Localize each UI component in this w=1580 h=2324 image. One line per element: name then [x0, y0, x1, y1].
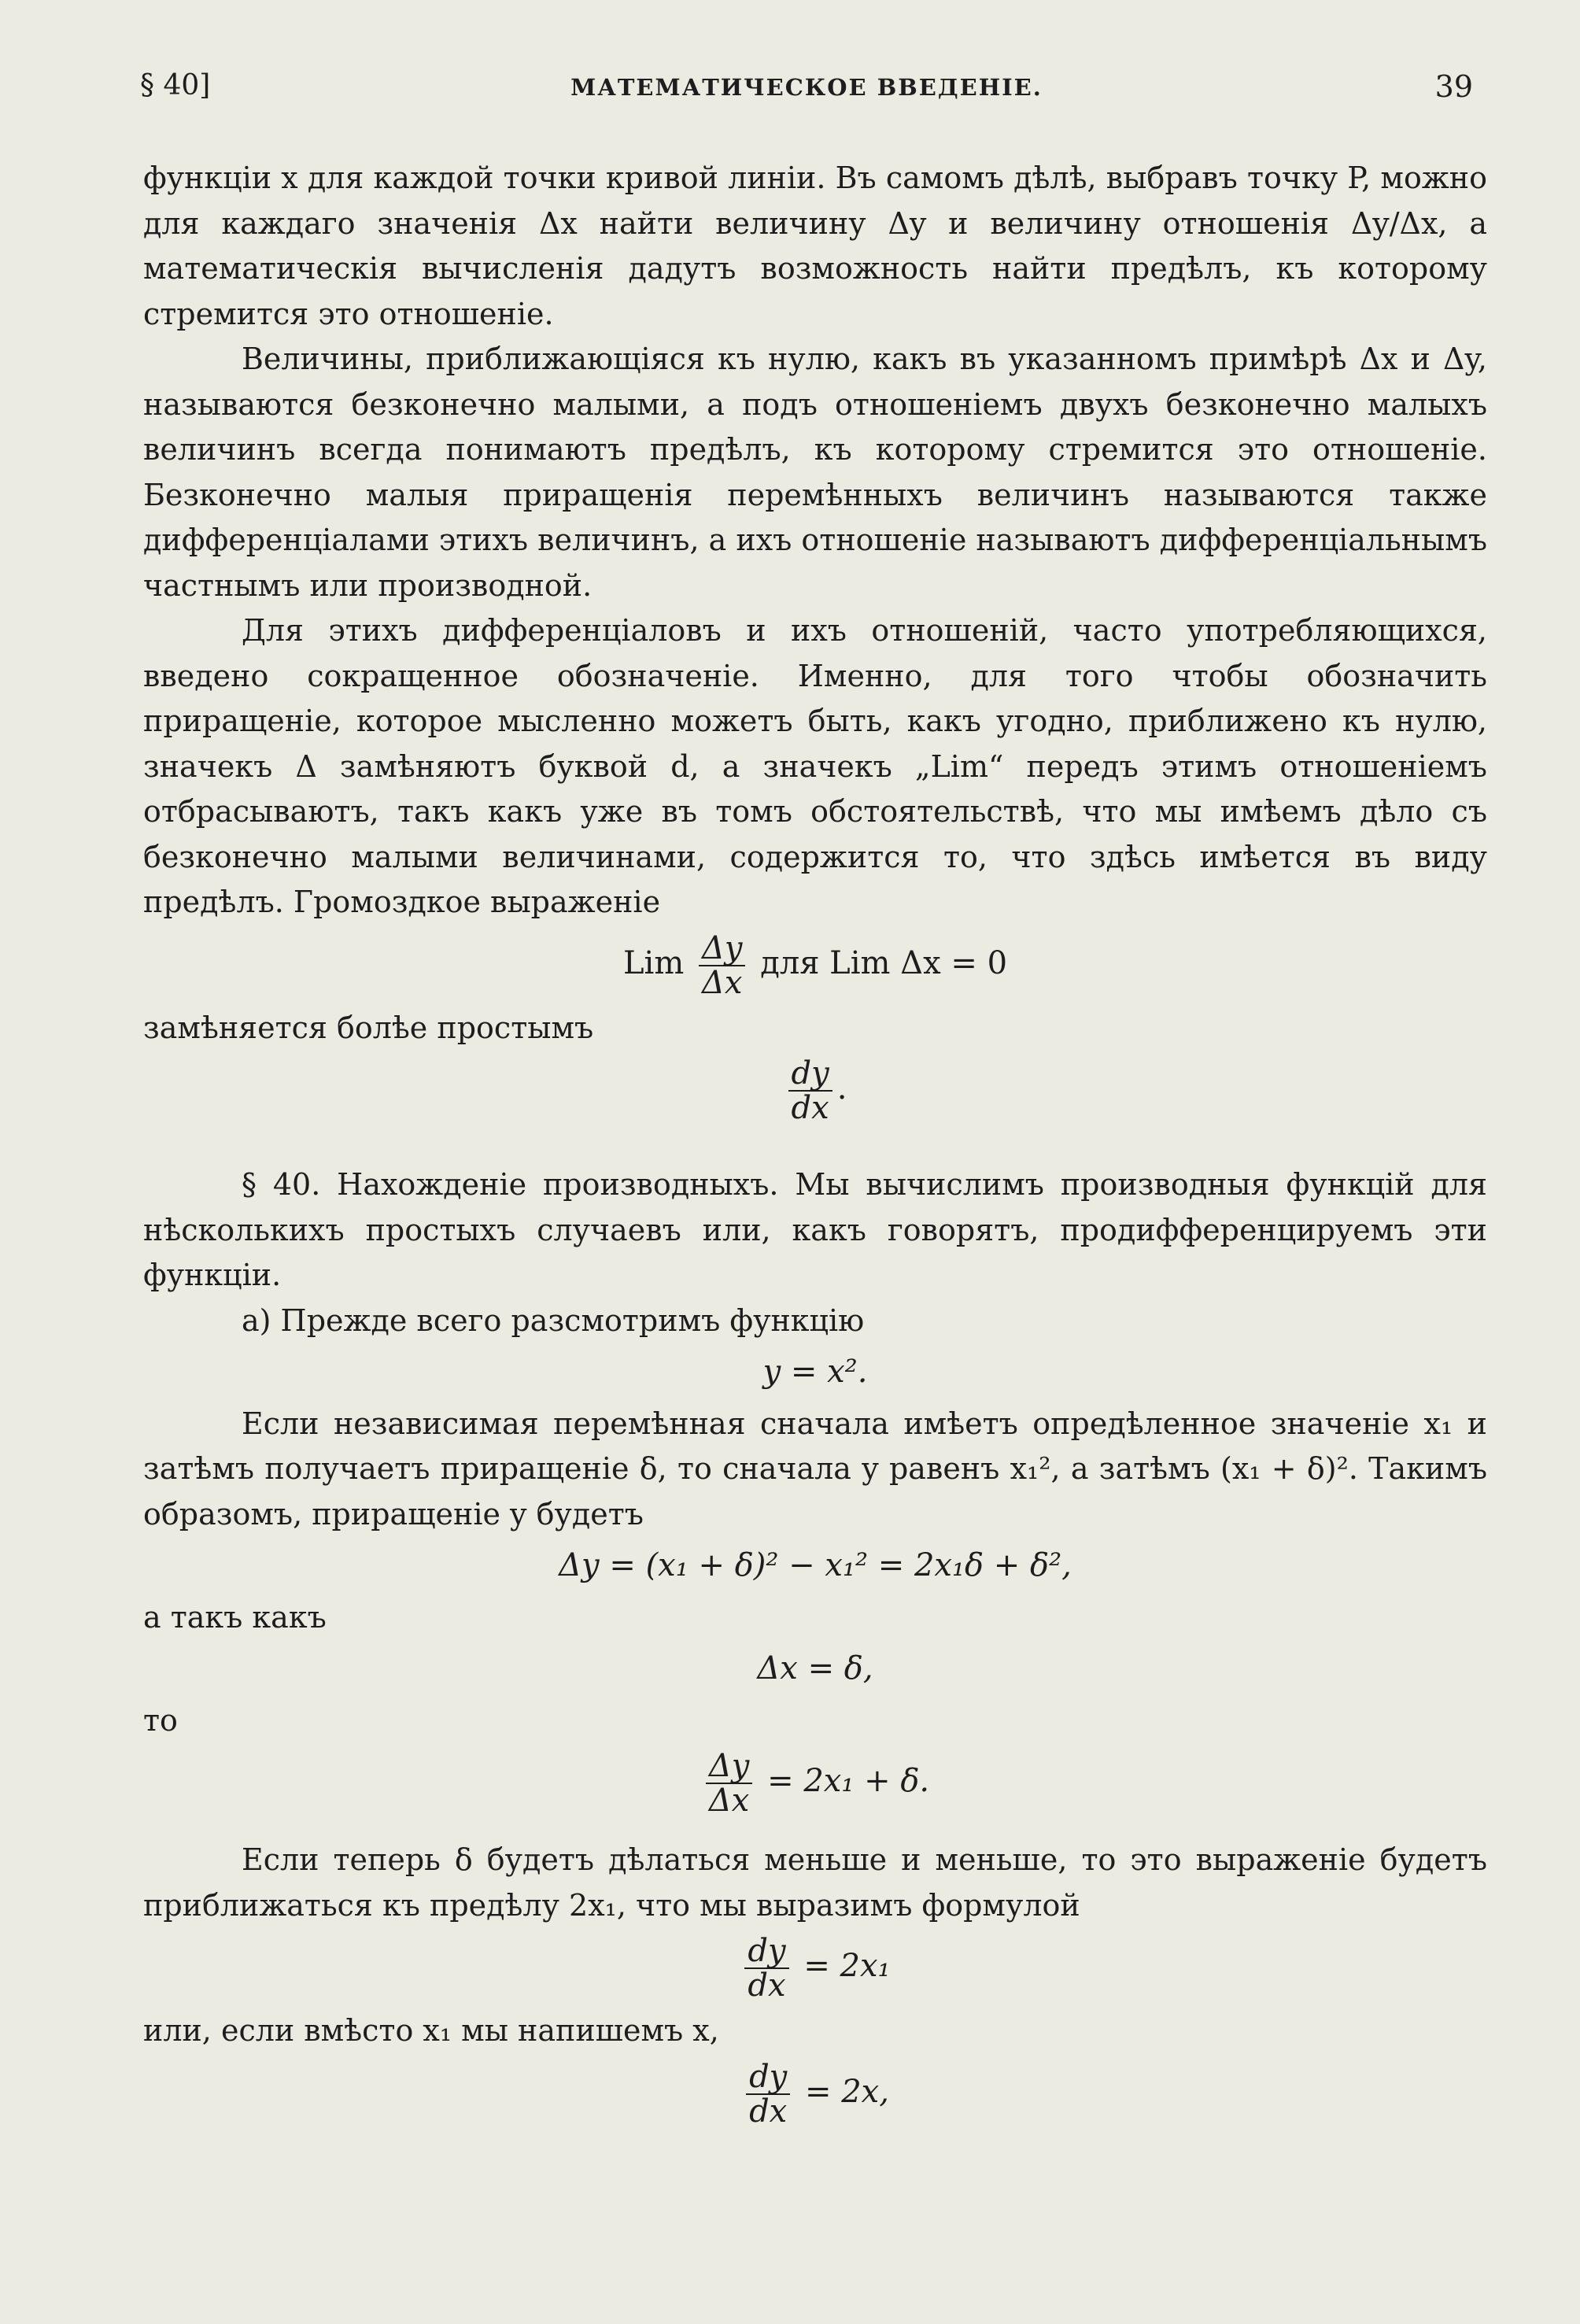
fraction-numerator: Δy	[699, 932, 745, 966]
running-title: МАТЕМАТИЧЕСКОЕ ВВЕДЕНІЕ.	[570, 74, 1043, 101]
section-marker: § 40]	[140, 69, 211, 102]
paragraph-limit: Если теперь δ будетъ дѣлаться меньше и меньше, то это выраженіе будетъ приближаться къ предѣлу 2x₁, что мы выразимъ формулой	[143, 1842, 1487, 1923]
result-2: = 2x,	[804, 2073, 889, 2110]
fraction-numerator: dy	[746, 2060, 790, 2095]
page-number: 39	[1434, 69, 1473, 104]
lim-condition: для Lim Δx = 0	[760, 944, 1008, 981]
delta-y-formula: Δy = (x₁ + δ)² − x₁² = 2x₁δ + δ²,	[559, 1547, 1072, 1583]
limit-equation	[143, 929, 1487, 1001]
fraction-numerator: dy	[788, 1057, 832, 1092]
result-1: = 2x₁	[803, 1948, 891, 1984]
delta-x-equation	[143, 1646, 1487, 1692]
period: .	[836, 1070, 847, 1107]
result-equation-1	[143, 1934, 1487, 2002]
fraction-numerator: dy	[744, 1934, 788, 1969]
ratio-result: = 2x₁ + δ.	[767, 1763, 930, 1799]
paragraph-2: Величины, приближающіяся къ нулю, какъ въ указанномъ примѣрѣ Δx и Δy, называются безконечно малыми, а подъ отношеніемъ двухъ безконечно малыхъ величинъ всегда понимаютъ предѣлъ, къ которому стремится это отношеніе. Безконечно малыя приращенія перемѣнныхъ величинъ называются также дифференціалами этихъ величинъ, а ихъ отношеніе называютъ дифференціальнымъ частнымъ или производной.	[143, 342, 1487, 603]
paragraph-1: функціи x для каждой точки кривой линіи. Въ самомъ дѣлѣ, выбравъ точку P, можно для каждаго значенія Δx найти величину Δy и величину отношенія Δy/Δx, а математическія вычисленія дадутъ возможность найти предѣлъ, къ которому стремится это отношеніе.	[143, 161, 1487, 331]
dy-dx-fraction	[744, 1934, 788, 2002]
page-body	[143, 156, 1487, 2134]
dy-dx-fraction	[788, 1057, 832, 1125]
paragraph-then: то	[143, 1702, 178, 1738]
fraction-denominator: dx	[791, 1090, 829, 1126]
dy-dx-fraction	[746, 2060, 790, 2128]
fraction-denominator: dx	[748, 1967, 786, 2004]
result-equation-2	[143, 2060, 1487, 2128]
paragraph-since: а такъ какъ	[143, 1599, 327, 1635]
paragraph-substitute: или, если вмѣсто x₁ мы напишемъ x,	[143, 2013, 719, 2048]
paragraph-4: замѣняется болѣе простымъ	[143, 1010, 594, 1045]
fraction-numerator: Δy	[706, 1749, 752, 1784]
delta-ratio-fraction	[706, 1749, 752, 1817]
paragraph-3: Для этихъ дифференціаловъ и ихъ отношеній, часто употребляющихся, введено сокращенное обозначеніе. Именно, для того чтобы обозначить приращеніе, которое мысленно можетъ быть, какъ угодно, приближено къ нулю, значекъ Δ замѣняютъ буквой d, а значекъ „Lim“ передъ этимъ отношеніемъ отбрасываютъ, такъ какъ уже въ томъ обстоятельствѣ, что мы имѣемъ дѣло съ безконечно малыми величинами, содержится то, что здѣсь имѣется въ виду предѣлъ. Громоздкое выраженіе	[143, 613, 1487, 919]
delta-y-equation	[143, 1543, 1487, 1589]
paragraph-increment: Если независимая перемѣнная сначала имѣетъ опредѣленное значеніе x₁ и затѣмъ получаетъ приращеніе δ, то сначала y равенъ x₁², а затѣмъ (x₁ + δ)². Такимъ образомъ, приращеніе y будетъ	[143, 1406, 1487, 1531]
delta-fraction	[699, 929, 745, 1001]
fraction-denominator: dx	[749, 2093, 788, 2130]
section-40-paragraph: § 40. Нахожденіе производныхъ. Мы вычислимъ производныя функцій для нѣсколькихъ простыхъ случаевъ или, какъ говорятъ, продифференцируемъ эти функціи.	[143, 1167, 1487, 1292]
delta-x-formula: Δx = δ,	[757, 1650, 873, 1687]
fraction-denominator: Δx	[702, 964, 743, 1001]
lim-word: Lim	[622, 944, 685, 981]
function-equation	[143, 1350, 1487, 1395]
paragraph-a: а) Прежде всего разсмотримъ функцію	[242, 1302, 865, 1338]
ratio-equation	[143, 1749, 1487, 1817]
fraction-denominator: Δx	[708, 1783, 750, 1819]
function-formula: y = x².	[762, 1354, 868, 1390]
derivative-notation	[143, 1057, 1487, 1125]
running-header	[140, 69, 1473, 109]
